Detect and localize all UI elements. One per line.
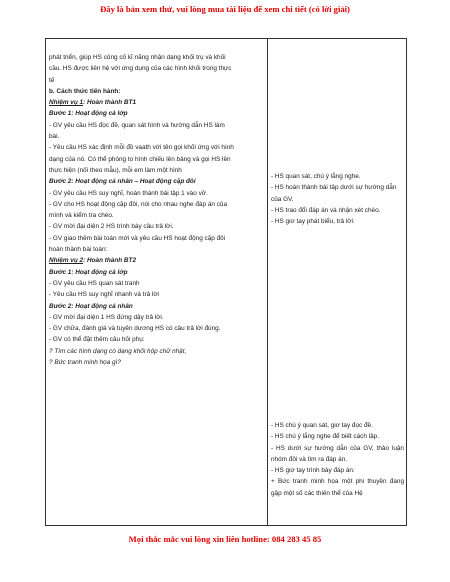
section-heading: b. Cách thức tiến hành: [49,87,121,95]
text-line: - Yêu cầu HS xác định mỗi đồ vaath với tên gọi khối ứng với hình [49,144,234,152]
text-line: - HS chú ý quan sát, giơ tay đọc đề. [271,422,373,429]
text-line: - GV yêu cầu HS suy nghĩ, hoàn thành bài tập 1 vào vở. [49,189,208,197]
task-title: : Hoàn thành BT2 [83,257,137,265]
text-line: bài. [49,133,60,141]
task-label: Nhiệm vụ 1 [49,99,84,107]
text-line: - GV yêu cầu HS đọc đề, quan sát hình và hướng dẫn HS làm [49,121,225,129]
text-line: - Yêu cầu HS suy nghĩ nhanh và trả lời [49,291,159,299]
text-line: - HS dưới sự hướng dẫn của GV, thảo luận nhóm đôi và tìm ra đáp án. [271,444,404,463]
banner-bottom: Mọi thắc mắc vui lòng xin liên hotline: 084 283 45 85 [128,534,322,544]
text-line: mình và kiểm tra chéo. [49,212,114,220]
text-line: - GV yêu cầu HS quan sát tranh [49,279,140,287]
text-line: - GV giao thêm bài toán mới và yêu cầu HS hoạt động cặp đôi [49,234,226,242]
column-divider [267,38,268,526]
text-line: - GV mời đại diện 1 HS đứng dậy trả lời. [49,313,164,321]
student-activities-column-2 [271,420,404,499]
text-line: + Bức tranh minh họa một phi thuyền đang gặp một số các thiên thể của Hệ [271,478,404,497]
step-heading: Bước 1: Hoạt động cả lớp [49,268,128,276]
text-line: - HS giơ tay phát biểu, trả lời: [271,218,355,226]
teacher-activities-column [49,52,263,368]
task-label: Nhiệm vụ 2 [49,257,84,265]
banner-top: Đây là bản xem thử, vui lòng mua tài liệu để xem chi tiết (có lời giải) [100,4,350,14]
text-line: - HS quan sát, chú ý lắng nghe. [271,173,361,180]
task-title: : Hoàn thành BT1 [83,99,137,107]
text-line: - HS hoàn thành bài tập dưới sự hướng dẫn của GV. [271,184,397,203]
text-line: - GV chữa, đánh giá và tuyên dương HS có câu trả lời đúng. [49,325,221,333]
student-activities-column-1 [271,171,404,227]
question-line: ? Tìm các hình dạng có dạng khối hộp chữ nhật, [49,347,187,355]
task-heading [49,97,263,108]
text-line: - GV cho HS hoạt động cặp đôi, nói cho nhau nghe đáp án của [49,200,228,208]
text-line: - HS giơ tay trình bày đáp án: [271,467,355,475]
text-line: dạng của nó. Có thể phóng to hình chiếu lên bảng và gọi HS lên [49,155,231,163]
step-heading: Bước 2: Hoạt động cá nhân [49,302,133,310]
question-line: ? Bức tranh minh họa gì? [49,359,121,367]
text-line: - GV có thể đặt thêm câu hỏi phụ: [49,336,145,344]
text-line: cầu. HS được liên hệ với ứng dụng của các hình khối trong thực [49,65,232,73]
step-heading: Bước 2: Hoạt động cá nhân – Hoạt động cặp đôi [49,178,196,186]
text-line: phát triển, giúp HS củng cố kĩ năng nhận dạng khối trụ và khối [49,54,226,61]
task-heading [49,255,263,266]
text-line: - HS chú ý lắng nghe để biết cách lập. [271,433,379,441]
text-line: thực hiện (nối theo mẫu), mỗi em làm một hình [49,166,182,174]
text-line: - GV mời đại diện 2 HS trình bày câu trả lời. [49,223,174,231]
text-line: - HS trao đổi đáp án và nhận xét chéo. [271,206,381,214]
text-line: tế [49,76,55,84]
text-line: hoàn thành bài toán: [49,246,108,254]
step-heading: Bước 1: Hoạt động cả lớp [49,110,128,118]
